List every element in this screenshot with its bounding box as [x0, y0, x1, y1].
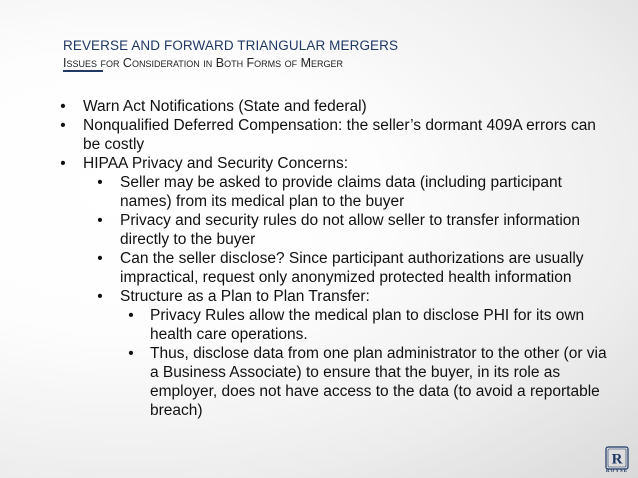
bullet-icon: • — [97, 288, 103, 305]
list-item — [120, 344, 616, 420]
list-item-text: Privacy and security rules do not allow seller to transfer information directly to the buyer — [120, 212, 581, 248]
list-item — [87, 211, 616, 249]
bullet-list — [56, 97, 616, 420]
list-item-text: Can the seller disclose? Since participant authorizations are usually impractical, request only anonymized protected health information — [120, 250, 584, 286]
list-item — [87, 287, 616, 420]
list-item — [120, 306, 616, 344]
list-item — [56, 97, 616, 116]
logo-monogram: R — [611, 451, 623, 468]
list-item — [56, 154, 616, 420]
title-underline — [63, 70, 103, 72]
list-item-text: Thus, disclose data from one plan administrator to the other (or via a Business Associate) to ensure that the buyer, in its role as employer, does not have access to the data (to avoid a reportable breach) — [150, 345, 607, 419]
slide-title: REVERSE AND FORWARD TRIANGULAR MERGERS — [63, 38, 399, 53]
list-item-text: HIPAA Privacy and Security Concerns: — [83, 155, 349, 172]
list-item — [56, 116, 616, 154]
list-item-text: Privacy Rules allow the medical plan to disclose PHI for its own health care operations. — [150, 307, 585, 343]
list-item-text: Warn Act Notifications (State and federal) — [83, 98, 367, 115]
bullet-icon: • — [97, 212, 103, 229]
bullet-icon: • — [128, 345, 134, 362]
bullet-icon: • — [60, 98, 66, 115]
bullet-icon: • — [128, 307, 134, 324]
bullet-icon: • — [97, 174, 103, 191]
slide-subtitle: Issues for Consideration in Both Forms of Merger — [63, 56, 344, 70]
list-item — [87, 249, 616, 287]
list-item-text: Nonqualified Deferred Compensation: the seller’s dormant 409A errors can be costly — [83, 117, 596, 153]
bullet-icon: • — [60, 155, 66, 172]
bullet-icon: • — [60, 117, 66, 134]
logo-wordmark: ROYSE — [605, 469, 629, 474]
list-item-text: Seller may be asked to provide claims data (including participant names) from its medical plan to the buyer — [120, 174, 562, 210]
list-item-text: Structure as a Plan to Plan Transfer: — [120, 288, 370, 305]
bullet-icon: • — [97, 250, 103, 267]
list-item — [87, 173, 616, 211]
